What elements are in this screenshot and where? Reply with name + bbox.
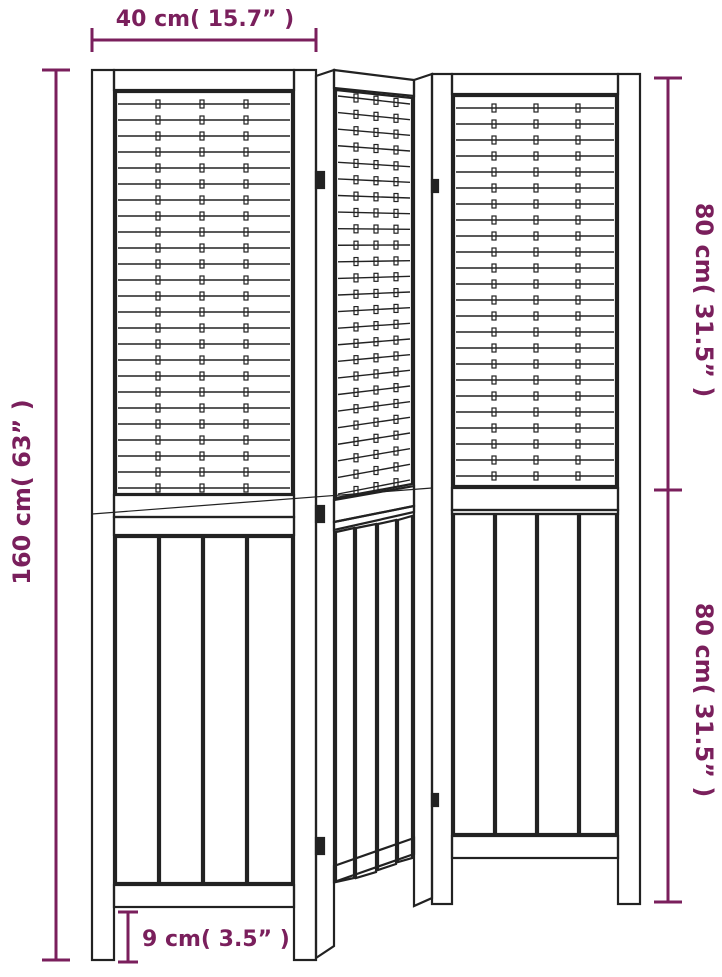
section-join-line bbox=[92, 488, 432, 514]
panel-left bbox=[92, 70, 316, 960]
dimension-width-label: 40 cm( 15.7” ) bbox=[116, 7, 294, 32]
panel-middle bbox=[316, 70, 432, 958]
dimension-height-label: 160 cm( 63” ) bbox=[8, 399, 36, 585]
dimension-leg-label: 9 cm( 3.5” ) bbox=[142, 927, 290, 952]
panel-right bbox=[432, 74, 640, 904]
dimension-bottom-section-label: 80 cm( 31.5” ) bbox=[690, 603, 718, 798]
dimension-height bbox=[42, 70, 70, 960]
dimension-leg bbox=[118, 912, 138, 962]
dimension-bottom-section bbox=[654, 490, 682, 902]
dimension-top-section-label: 80 cm( 31.5” ) bbox=[690, 203, 718, 398]
dimension-top-section bbox=[654, 78, 682, 490]
